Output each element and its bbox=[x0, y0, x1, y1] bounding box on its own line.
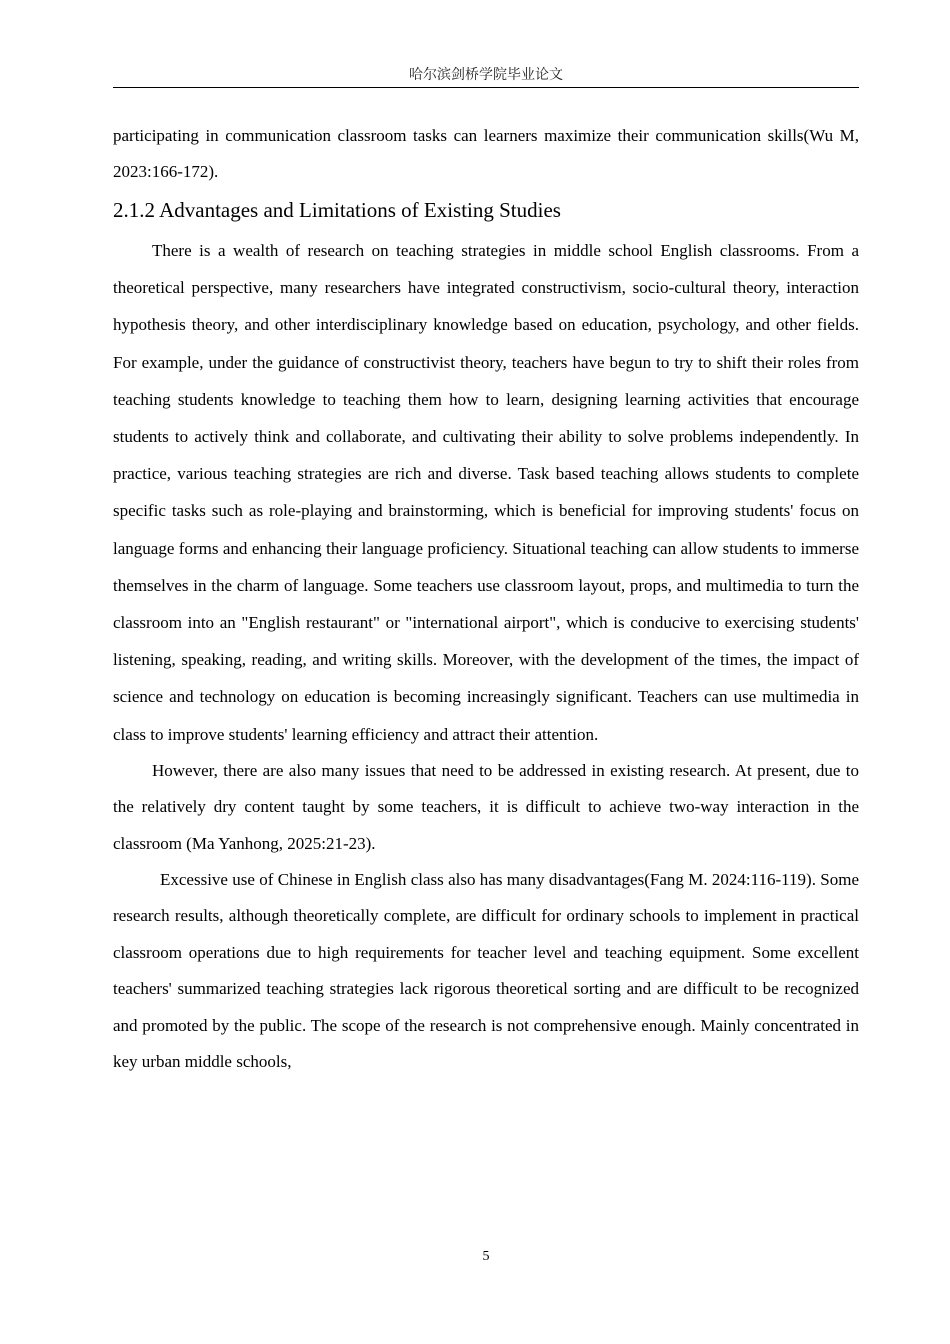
paragraph-issues: However, there are also many issues that need to be addressed in existing research. At present, due to the relatively dry content taught by some teachers, it is difficult to achieve two-way interaction in the classroom (Ma Yanhong, 2025:21-23). bbox=[113, 760, 859, 853]
running-header: 哈尔滨剑桥学院毕业论文 bbox=[409, 67, 563, 83]
section-heading: 2.1.2 Advantages and Limitations of Existing Studies bbox=[113, 198, 561, 222]
page-number: 5 bbox=[482, 1249, 490, 1264]
continued-paragraph: participating in communication classroom tasks can learners maximize their communication skills(Wu M, 2023:166-172). bbox=[113, 126, 859, 181]
paragraph-limitations: Excessive use of Chinese in English class also has many disadvantages(Fang M. 2024:116-119). Some research results, although theoretically complete, are difficult for ordinary schools to implement in practical classroom operations due to high requirements for teacher level and teaching equipment. Some excellent teachers' summarized teaching strategies lack rigorous theoretical sorting and are difficult to be recognized and promoted by the public. The scope of the research is not comprehensive enough. Mainly concentrated in key urban middle schools, bbox=[113, 870, 859, 1072]
page-body bbox=[113, 118, 859, 1081]
header-divider bbox=[113, 87, 859, 88]
paragraph-advantages: There is a wealth of research on teaching strategies in middle school English classrooms. From a theoretical perspective, many researchers have integrated constructivism, socio-cultural theory, interaction hypothesis theory, and other interdisciplinary knowledge based on education, psychology, and other fields. For example, under the guidance of constructivist theory, teachers have begun to try to shift their roles from teaching students knowledge to teaching them how to learn, designing learning activities that encourage students to actively think and collaborate, and cultivating their ability to solve problems independently. In practice, various teaching strategies are rich and diverse. Task based teaching allows students to complete specific tasks such as role-playing and brainstorming, which is beneficial for improving students' focus on language forms and enhancing their language proficiency. Situational teaching can allow students to immerse themselves in the charm of language. Some teachers use classroom layout, props, and multimedia to turn the classroom into an "English restaurant" or "international airport", which is conducive to exercising students' listening, speaking, reading, and writing skills. Moreover, with the development of the times, the impact of science and technology on education is becoming increasingly significant. Teachers can use multimedia in class to improve students' learning efficiency and attract their attention. bbox=[113, 241, 859, 744]
